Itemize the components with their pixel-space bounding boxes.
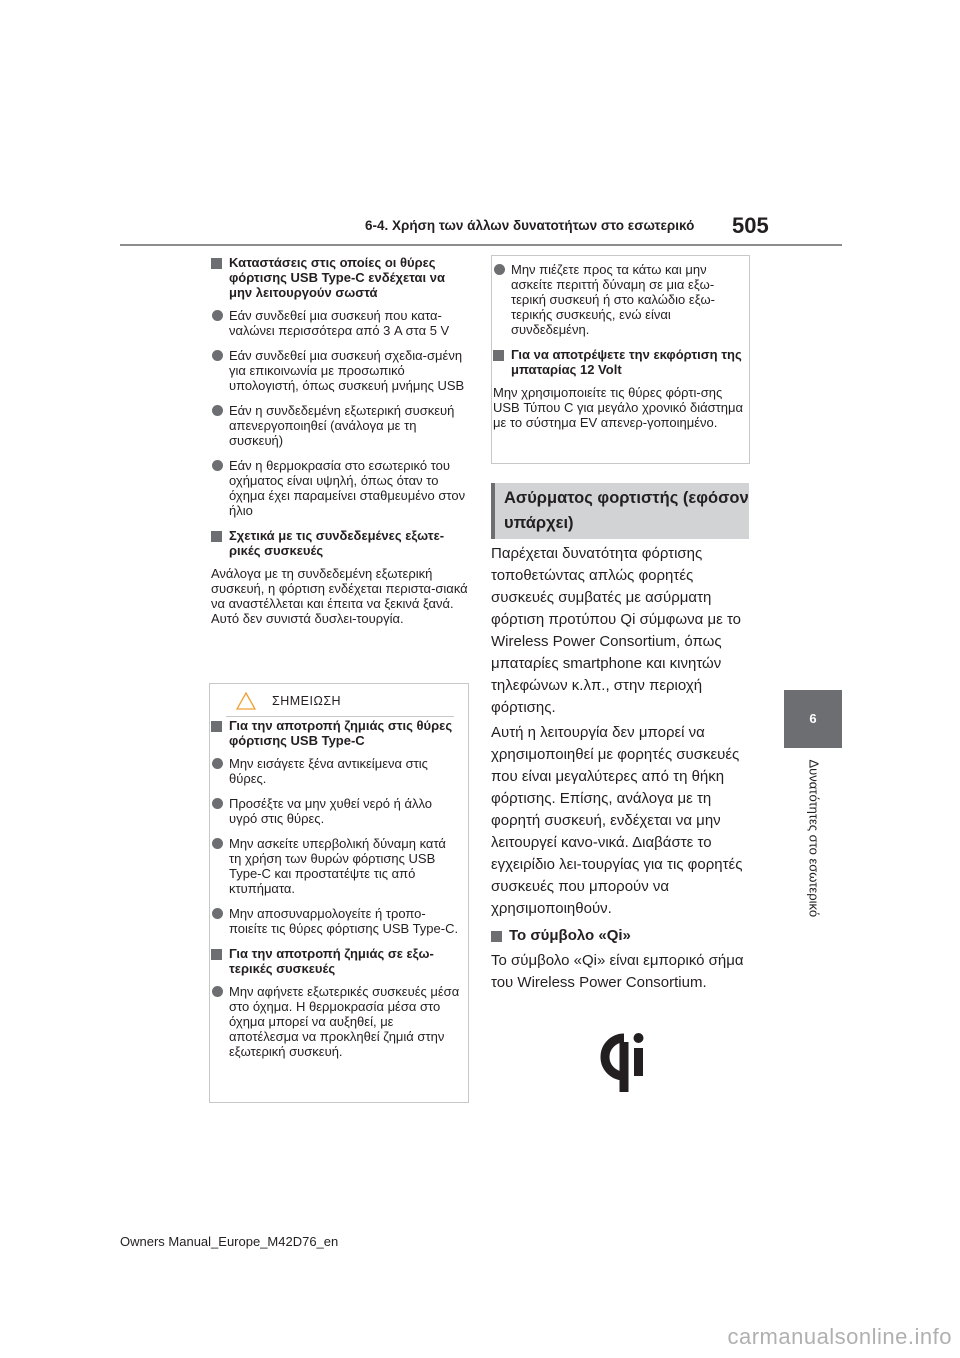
notice-continuation-content xyxy=(493,262,743,440)
qi-heading xyxy=(491,925,753,947)
heading-square-icon xyxy=(491,931,502,942)
wireless-paragraph-2: Αυτή η λειτουργία δεν μπορεί να χρησιμοποιηθεί με φορητές συσκευές που είναι μεγαλύτερες από τη θήκη φόρτισης. Επίσης, ανάλογα με τη φορητή συσκευή, ενδέχεται να μην λειτουργεί κανο-νικά. Διαβάστε το εγχειρίδιο λει-τουργίας για τις φορητές συσκευές που μπορούν να χρησιμοποιηθούν. xyxy=(491,724,743,917)
notice-bullet-foreign: Μην εισάγετε ξένα αντικείμενα στις θύρες. xyxy=(211,756,461,786)
notice-bullet-force: Μην ασκείτε υπερβολική δύναμη κατά τη χρήση των θυρών φόρτισης USB Type-C και προστατέψτε τις από κτυπήματα. xyxy=(211,836,461,896)
heading-external-devices: Σχετικά με τις συνδεδεμένες εξωτε-ρικές συσκευές xyxy=(211,528,468,558)
wireless-paragraph-1: Παρέχεται δυνατότητα φόρτισης τοποθετώντας απλώς φορητές συσκευές συμβατές με ασύρματη φόρτιση προτύπου Qi σύμφωνα με το Wireless Power Consortium, όπως μπαταρίες smartphone και κινητών τηλεφώνων κ.λπ., στην περιοχή φόρτισης. xyxy=(491,545,742,716)
chapter-tab: 6 xyxy=(784,690,842,748)
bullet-pc-device: Εάν συνδεθεί μια συσκευή σχεδια-σμένη για επικοινωνία με προσωπικό υπολογιστή, όπως συσκευή μνήμης USB xyxy=(211,348,468,393)
bullet-device-off: Εάν η συνδεδεμένη εξωτερική συσκευή απενεργοποιηθεί (ανάλογα με τη συσκευή) xyxy=(211,403,468,448)
paragraph-charging-pause: Ανάλογα με τη συνδεδεμένη εξωτερική συσκευή, η φόρτιση ενδέχεται περιστα-σιακά να αναστέλλεται και έπειτα να ξεκινά ξανά. Αυτό δεν συνιστά δυσλει-τουργία. xyxy=(211,566,468,626)
watermark: carmanualsonline.info xyxy=(727,1324,952,1349)
notice-header xyxy=(226,690,454,717)
heading-usb-issues: Καταστάσεις στις οποίες οι θύρες φόρτισης USB Type-C ενδέχεται να μην λειτουργούν σωστά xyxy=(211,255,468,300)
chapter-title-text: Δυνατότητες στο εσωτερικό xyxy=(806,759,822,918)
qi-logo-icon xyxy=(594,1030,650,1102)
qi-heading-text: Το σύμβολο «Qi» xyxy=(509,927,631,944)
qi-paragraph: Το σύμβολο «Qi» είναι εμπορικό σήμα του Wireless Power Consortium. xyxy=(491,952,744,991)
notice-title: ΣΗΜΕΙΩΣΗ xyxy=(272,694,342,708)
notice-content xyxy=(211,718,461,1069)
notice-bullet-liquid: Προσέξτε να μην χυθεί νερό ή άλλο υγρό στις θύρες. xyxy=(211,796,461,826)
notice-paragraph-battery: Μην χρησιμοποιείτε τις θύρες φόρτι-σης USB Τύπου C για μεγάλο χρονικό διάστημα με το σύστημα EV απενερ-γοποιημένο. xyxy=(493,385,744,430)
bullet-current: Εάν συνδεθεί μια συσκευή που κατα-ναλώνει περισσότερα από 3 A στα 5 V xyxy=(211,308,468,338)
chapter-title-vertical xyxy=(794,759,822,982)
page-number: 505 xyxy=(732,213,769,238)
notice-heading-ports: Για την αποτροπή ζημιάς στις θύρες φόρτισης USB Type-C xyxy=(211,718,461,748)
header-divider xyxy=(120,244,842,246)
section-title: 6-4. Χρήση των άλλων δυνατοτήτων στο εσωτερικό xyxy=(365,218,695,233)
notice-box xyxy=(209,683,469,1103)
notice-heading-external: Για την αποτροπή ζημιάς σε εξω-τερικές συσκευές xyxy=(211,946,461,976)
notice-continuation-box xyxy=(491,255,750,464)
bullet-temperature: Εάν η θερμοκρασία στο εσωτερικό του οχήματος είναι υψηλή, όπως όταν το όχημα έχει παραμείνει σταθμευμένο στον ήλιο xyxy=(211,458,468,518)
left-column xyxy=(211,255,468,636)
notice-bullet-leave: Μην αφήνετε εξωτερικές συσκευές μέσα στο όχημα. Η θερμοκρασία μέσα στο όχημα μπορεί να αυξηθεί, με αποτέλεσμα να προκληθεί ζημιά στην εξωτερική συσκευή. xyxy=(211,984,461,1059)
notice-bullet-pressure: Μην πιέζετε προς τα κάτω και μην ασκείτε περιττή δύναμη σε μια εξω-τερική συσκευή ή στο καλώδιο εξω-τερικής συσκευής, ενώ είναι συνδεδεμένη. xyxy=(493,262,743,337)
notice-bullet-disassemble: Μην αποσυναρμολογείτε ή τροπο-ποιείτε τις θύρες φόρτισης USB Type-C. xyxy=(211,906,461,936)
warning-triangle-icon xyxy=(236,692,256,710)
notice-heading-battery: Για να αποτρέψετε την εκφόρτιση της μπαταρίας 12 Volt xyxy=(493,347,743,377)
wireless-section-title: Ασύρματος φορτιστής (εφόσον υπάρχει) xyxy=(491,483,749,539)
footer-text: Owners Manual_Europe_M42D76_en xyxy=(120,1234,339,1249)
